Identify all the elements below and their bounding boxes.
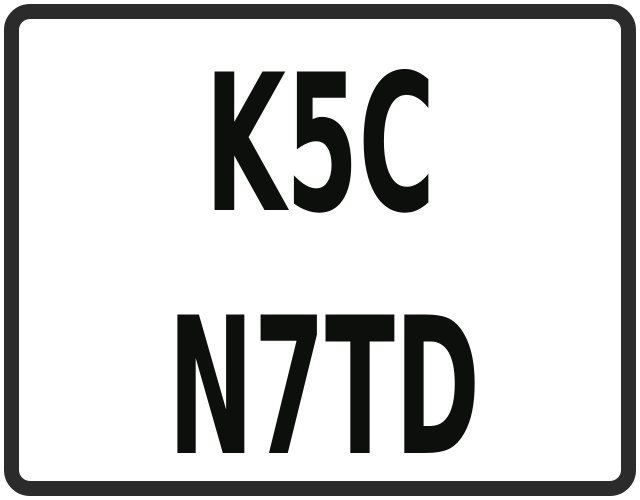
plate-line-2: N7TD xyxy=(168,277,480,498)
plate-line-1: K5C xyxy=(205,34,435,255)
